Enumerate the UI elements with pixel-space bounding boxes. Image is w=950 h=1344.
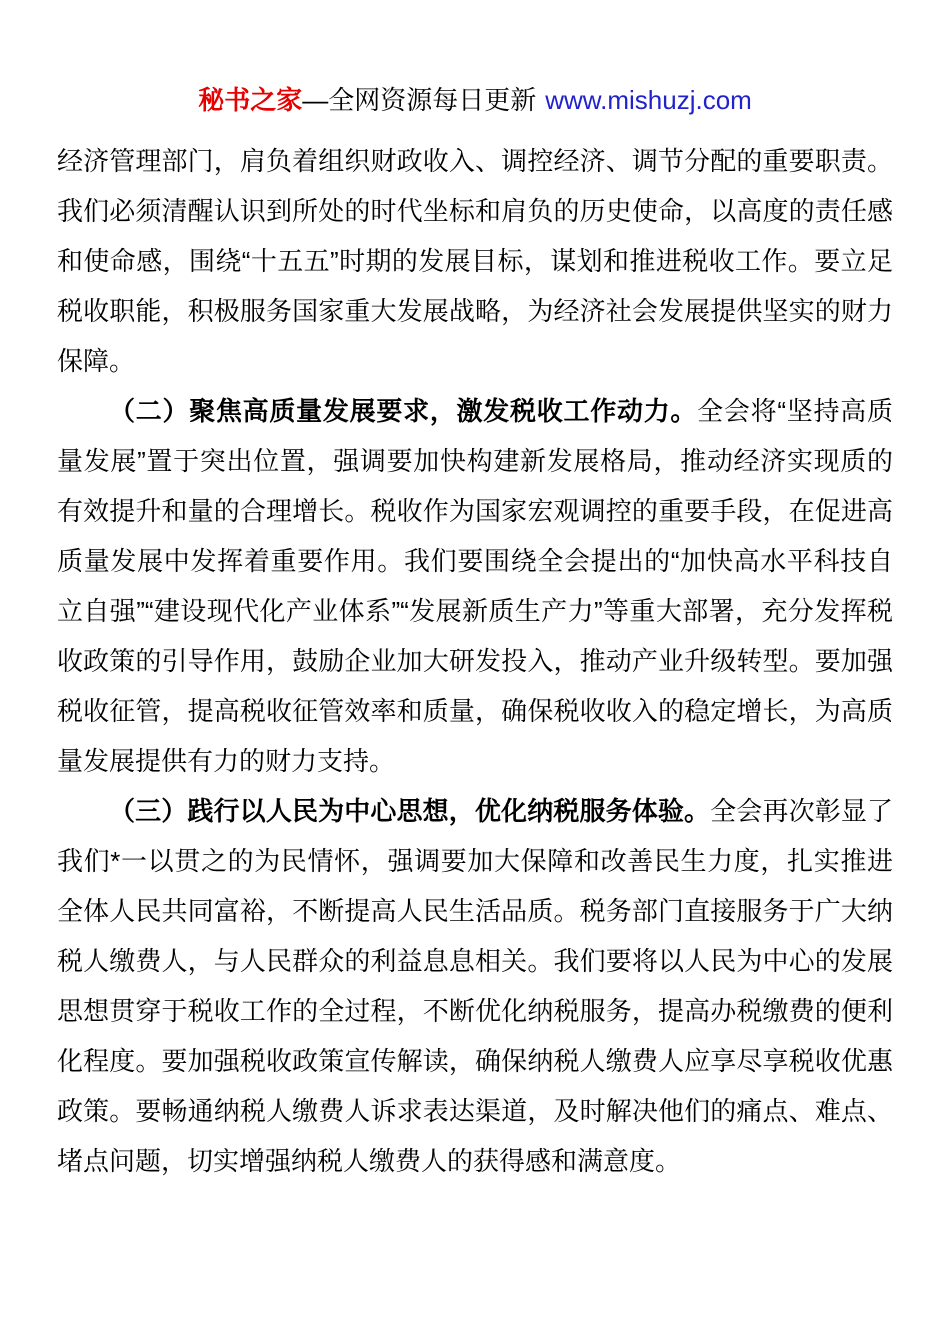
page-header [0,82,950,118]
paragraph-text: 经济管理部门，肩负着组织财政收入、调控经济、调节分配的重要职责。我们必须清醒认识到所处的时代坐标和肩负的历史使命，以高度的责任感和使命感，围绕“十五五”时期的发展目标，谋划和推进税收工作。要立足税收职能，积极服务国家重大发展战略，为经济社会发展提供坚实的财力保障。 [57,146,893,376]
paragraph [57,386,893,786]
paragraph [57,786,893,1186]
site-tagline: —全网资源每日更新 [302,85,537,115]
paragraph-text: 全会再次彰显了我们*一以贯之的为民情怀，强调要加大保障和改善民生力度，扎实推进全体人民共同富裕，不断提高人民生活品质。税务部门直接服务于广大纳税人缴费人，与人民群众的利益息息相关。我们要将以人民为中心的发展思想贯穿于税收工作的全过程，不断优化纳税服务，提高办税缴费的便利化程度。要加强税收政策宣传解读，确保纳税人缴费人应享尽享税收优惠政策。要畅通纳税人缴费人诉求表达渠道，及时解决他们的痛点、难点、堵点问题，切实增强纳税人缴费人的获得感和满意度。 [57,796,893,1176]
paragraph-bold-lead: （二）聚焦高质量发展要求，激发税收工作动力。 [109,396,698,426]
document-body [57,136,893,1186]
site-url-link[interactable]: www.mishuzj.com [545,85,752,115]
paragraph [57,136,893,386]
paragraph-text: 全会将“坚持高质量发展”置于突出位置，强调要加快构建新发展格局，推动经济实现质的有效提升和量的合理增长。税收作为国家宏观调控的重要手段，在促进高质量发展中发挥着重要作用。我们要围绕全会提出的“加快高水平科技自立自强”“建设现代化产业体系”“发展新质生产力”等重大部署，充分发挥税收政策的引导作用，鼓励企业加大研发投入，推动产业升级转型。要加强税收征管，提高税收征管效率和质量，确保税收收入的稳定增长，为高质量发展提供有力的财力支持。 [57,396,893,776]
paragraph-bold-lead: （三）践行以人民为中心思想，优化纳税服务体验。 [109,796,711,826]
site-brand: 秘书之家 [198,85,303,115]
